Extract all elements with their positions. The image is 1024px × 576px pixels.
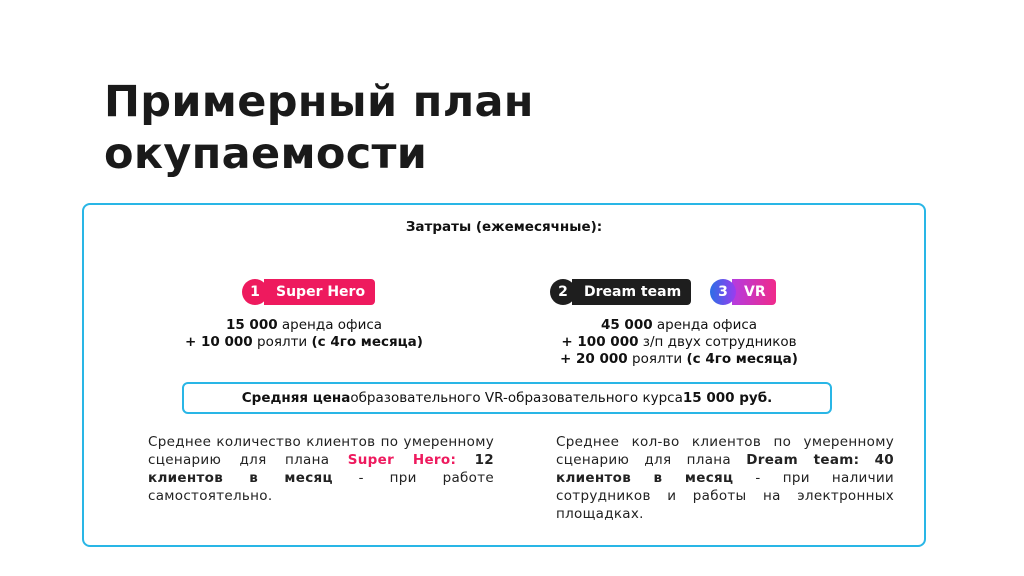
dream-team-clients-paragraph <box>556 433 894 523</box>
cost-line <box>534 317 824 334</box>
average-price-text: образовательного VR-образовательного курса <box>350 390 683 406</box>
cost-line <box>534 334 824 351</box>
cost-text: роялти <box>252 334 312 350</box>
paragraph-plan-name: Dream team: <box>746 452 860 468</box>
paragraph-text: - при работе самостоятельно. <box>148 470 494 504</box>
cost-line <box>534 351 824 368</box>
page-title-line-2: окупаемости <box>104 129 428 179</box>
super-hero-clients-paragraph <box>148 433 494 505</box>
badge-label: Dream team <box>572 279 691 305</box>
super-hero-costs <box>184 317 424 351</box>
cost-amount: + 20 000 <box>560 351 628 367</box>
badge-dream-team <box>550 279 691 305</box>
cost-amount: 45 000 <box>600 317 653 333</box>
cost-amount: 15 000 <box>225 317 278 333</box>
paragraph-client-count: 40 клиентов в месяц <box>556 452 894 486</box>
cost-note: (с 4го месяца) <box>311 334 423 350</box>
badge-label: VR <box>732 279 776 305</box>
badge-label: Super Hero <box>264 279 375 305</box>
cost-line <box>184 334 424 351</box>
cost-text: з/п двух сотрудников <box>638 334 797 350</box>
paragraph-text: Среднее количество клиентов по умеренному сценарию для плана <box>148 434 494 468</box>
average-price-label: Средняя цена <box>241 390 351 406</box>
paragraph-text: Среднее кол-во клиентов по умеренному сценарию для плана <box>556 434 894 468</box>
costs-heading: Затраты (ежемесячные): <box>405 219 603 235</box>
badge-number: 3 <box>710 279 736 305</box>
cost-text: аренда офиса <box>652 317 758 333</box>
cost-text: роялти <box>627 351 687 367</box>
paragraph-client-count: 12 клиентов в месяц <box>148 452 494 486</box>
cost-amount: + 100 000 <box>561 334 639 350</box>
badge-number: 2 <box>550 279 576 305</box>
plan-frame <box>82 203 926 547</box>
paragraph-text: - при наличии сотрудников и работы на электронных площадках. <box>556 470 895 522</box>
cost-line <box>184 317 424 334</box>
cost-text: аренда офиса <box>277 317 383 333</box>
cost-note: (с 4го месяца) <box>686 351 798 367</box>
badge-number: 1 <box>242 279 268 305</box>
paragraph-plan-name: Super Hero: <box>347 452 457 468</box>
page-title <box>104 76 704 180</box>
average-price-box <box>182 382 832 414</box>
page-title-line-1: Примерный план <box>104 77 534 127</box>
badge-vr <box>710 279 776 305</box>
dream-team-costs <box>534 317 824 368</box>
cost-amount: + 10 000 <box>185 334 253 350</box>
average-price-value: 15 000 руб. <box>682 390 773 406</box>
badge-super-hero <box>242 279 375 305</box>
